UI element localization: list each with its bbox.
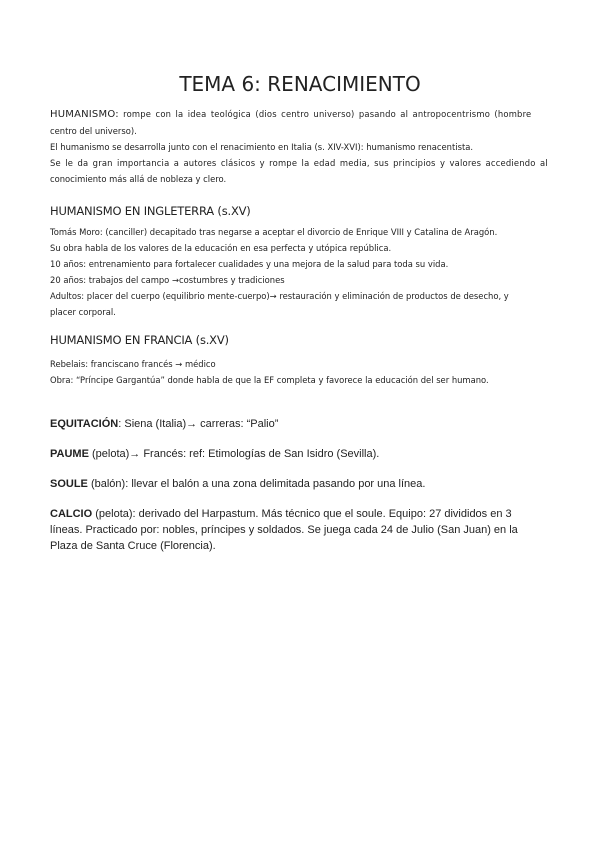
inglaterra-line: Adultos: placer del cuerpo (equilibrio mente-cuerpo)→ restauración y eliminación de productos de desecho, y (50, 291, 509, 301)
paume-entry (50, 446, 550, 462)
inglaterra-body (50, 224, 550, 320)
humanismo-line-4: Se le da gran importancia a autores clásicos y rompe la edad media, sus principios y valores accediendo al (50, 158, 548, 168)
paume-term: PAUME (50, 448, 89, 460)
equitacion-text: : Siena (Italia)→ carreras: “Palio” (118, 418, 279, 430)
humanismo-section (50, 106, 550, 187)
francia-line: Obra: “Príncipe Gargantúa” donde habla de que la EF completa y favorece la educación del ser humano. (50, 375, 489, 385)
calcio-text: (pelota): derivado del Harpastum. Más técnico que el soule. Equipo: 27 divididos en 3 (92, 508, 512, 520)
humanismo-label: HUMANISMO: (50, 109, 119, 120)
inglaterra-line: Tomás Moro: (canciller) decapitado tras negarse a aceptar el divorcio de Enrique VIII y Catalina de Aragón. (50, 227, 498, 237)
inglaterra-heading: HUMANISMO EN INGLETERRA (s.XV) (50, 204, 251, 218)
inglaterra-line: placer corporal. (50, 307, 116, 317)
paume-text: (pelota)→ Francés: ref: Etimologías de San Isidro (Sevilla). (88, 448, 380, 460)
inglaterra-section (50, 204, 550, 218)
inglaterra-line: 10 años: entrenamiento para fortalecer cualidades y una mejora de la salud para toda su vida. (50, 259, 449, 269)
calcio-line-3: Plaza de Santa Cruce (Florencia). (50, 540, 216, 552)
francia-body (50, 356, 550, 388)
inglaterra-line: 20 años: trabajos del campo →costumbres y tradiciones (50, 275, 285, 285)
soule-text: (balón): llevar el balón a una zona delimitada pasando por una línea. (87, 478, 426, 490)
francia-section (50, 333, 550, 347)
humanismo-line-5: conocimiento más allá de nobleza y clero. (50, 174, 227, 184)
equitacion-term: EQUITACIÓN (50, 418, 119, 430)
page-title: TEMA 6: RENACIMIENTO (179, 72, 421, 96)
equitacion-entry (50, 416, 550, 432)
francia-line: Rebelais: franciscano francés → médico (50, 359, 216, 369)
humanismo-line-1: HUMANISMO: rompe con la idea teológica (dios centro universo) pasando al antropocentrismo (hombre (50, 109, 532, 120)
calcio-term: CALCIO (50, 508, 93, 520)
humanismo-line-2: centro del universo). (50, 126, 137, 136)
soule-entry (50, 476, 550, 492)
soule-term: SOULE (50, 478, 88, 490)
calcio-line-2: líneas. Practicado por: nobles, príncipes y soldados. Se juega cada 24 de Julio (San Juan) en la (50, 524, 518, 536)
inglaterra-line: Su obra habla de los valores de la educación en esa perfecta y utópica república. (50, 243, 392, 253)
calcio-entry (50, 506, 550, 554)
francia-heading: HUMANISMO EN FRANCIA (s.XV) (50, 333, 229, 347)
humanismo-line-3: El humanismo se desarrolla junto con el renacimiento en Italia (s. XIV-XVI): humanismo renacentista. (50, 142, 474, 152)
